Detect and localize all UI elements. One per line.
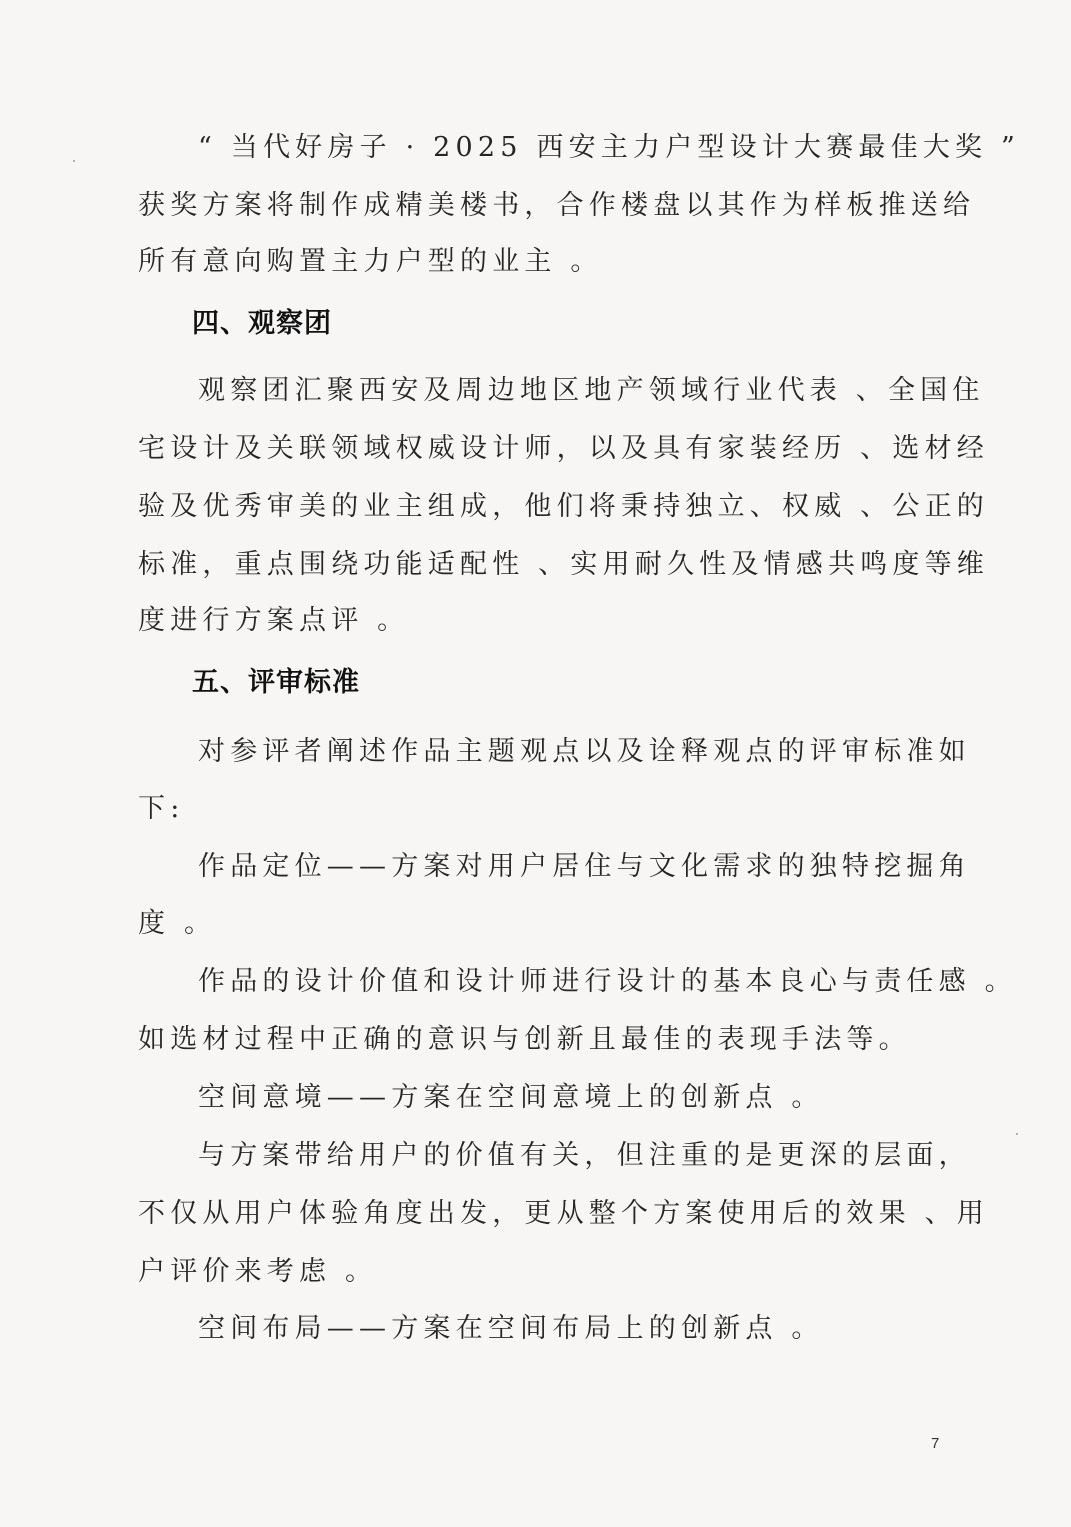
- section-heading-observers: 四、观察团: [192, 308, 332, 339]
- scan-speck: [1016, 1133, 1018, 1135]
- observer-paragraph-line-5: 度进行方案点评 。: [138, 605, 410, 636]
- space-layout-line: 空间布局——方案在空间布局上的创新点 。: [198, 1313, 824, 1344]
- award-paragraph-line-1: “ 当代好房子 · 2025 西安主力户型设计大赛最佳大奖 ”: [198, 132, 1021, 163]
- award-paragraph-line-2: 获奖方案将制作成精美楼书，合作楼盘以其作为样板推送给: [138, 190, 976, 221]
- observer-paragraph-line-4: 标准，重点围绕功能适配性 、实用耐久性及情感共鸣度等维: [138, 549, 989, 580]
- space-mood-detail-line-1: 与方案带给用户的价值有关，但注重的是更深的层面，: [198, 1140, 971, 1171]
- observer-paragraph-line-1: 观察团汇聚西安及周边地区地产领域行业代表 、全国住: [198, 375, 985, 406]
- award-paragraph-line-3: 所有意向购置主力户型的业主 。: [138, 246, 603, 277]
- space-mood-detail-line-2: 不仅从用户体验角度出发，更从整个方案使用后的效果 、用: [138, 1198, 989, 1229]
- observer-paragraph-line-3: 验及优秀审美的业主组成，他们将秉持独立、权威 、公正的: [138, 491, 989, 522]
- positioning-line-2: 度 。: [138, 908, 217, 939]
- space-mood-line: 空间意境——方案在空间意境上的创新点 。: [198, 1082, 824, 1113]
- page-number: 7: [931, 1435, 940, 1452]
- positioning-line-1: 作品定位——方案对用户居住与文化需求的独特挖掘角: [198, 851, 971, 882]
- section-heading-criteria: 五、评审标准: [192, 667, 360, 698]
- criteria-intro-line-2: 下:: [138, 793, 185, 824]
- design-value-line-2: 如选材过程中正确的意识与创新且最佳的表现手法等。: [138, 1024, 911, 1055]
- design-value-line-1: 作品的设计价值和设计师进行设计的基本良心与责任感 。: [198, 966, 1017, 997]
- space-mood-detail-line-3: 户评价来考虑 。: [138, 1256, 378, 1287]
- criteria-intro-line-1: 对参评者阐述作品主题观点以及诠释观点的评审标准如: [198, 736, 971, 767]
- scan-speck: [73, 160, 75, 162]
- observer-paragraph-line-2: 宅设计及关联领域权威设计师，以及具有家装经历 、选材经: [138, 433, 989, 464]
